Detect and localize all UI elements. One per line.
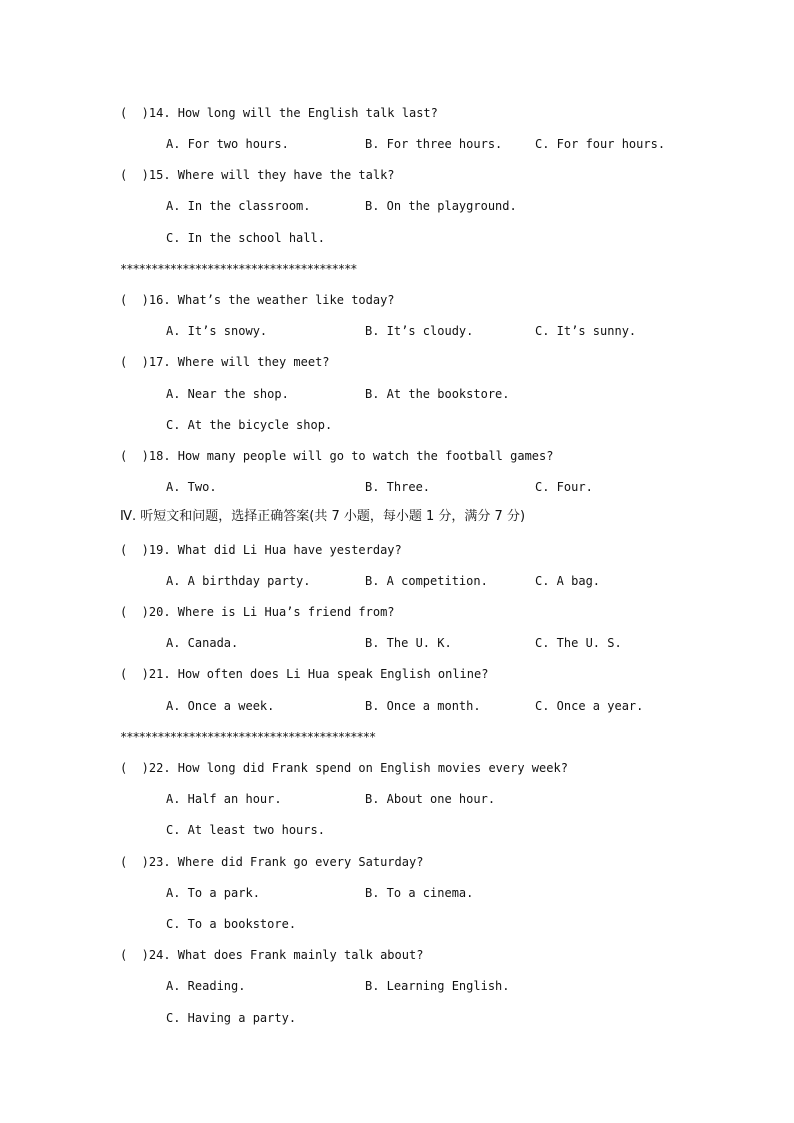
question-24-option-c: C. Having a party. xyxy=(166,1011,297,1025)
question-23-stem: ( )23. Where did Frank go every Saturday? xyxy=(120,855,424,869)
question-23-option-c: C. To a bookstore. xyxy=(166,917,297,931)
question-18-option-c: C. Four. xyxy=(535,480,593,494)
question-14-option-c: C. For four hours. xyxy=(535,137,666,151)
question-16-option-a: A. It’s snowy. xyxy=(166,324,268,338)
question-18-stem: ( )18. How many people will go to watch the football games? xyxy=(120,449,554,463)
question-19-option-a: A. A birthday party. xyxy=(166,574,311,588)
question-20-option-c: C. The U. S. xyxy=(535,636,622,650)
question-21-option-b: B. Once a month. xyxy=(365,699,481,713)
question-21-option-c: C. Once a year. xyxy=(535,699,644,713)
question-15-option-a: A. In the classroom. xyxy=(166,199,311,213)
question-21-option-a: A. Once a week. xyxy=(166,699,275,713)
question-14-stem: ( )14. How long will the English talk last? xyxy=(120,106,438,120)
question-15-option-b: B. On the playground. xyxy=(365,199,517,213)
question-22-option-c: C. At least two hours. xyxy=(166,823,325,837)
question-24-option-b: B. Learning English. xyxy=(365,979,510,993)
question-17-stem: ( )17. Where will they meet? xyxy=(120,355,330,369)
question-20-option-b: B. The U. K. xyxy=(365,636,452,650)
question-22-option-b: B. About one hour. xyxy=(365,792,496,806)
question-17-option-b: B. At the bookstore. xyxy=(365,387,510,401)
question-19-option-b: B. A competition. xyxy=(365,574,488,588)
question-22-stem: ( )22. How long did Frank spend on English movies every week? xyxy=(120,761,568,775)
question-15-stem: ( )15. Where will they have the talk? xyxy=(120,168,395,182)
question-16-stem: ( )16. What’s the weather like today? xyxy=(120,293,395,307)
question-24-option-a: A. Reading. xyxy=(166,979,246,993)
question-16-option-c: C. It’s sunny. xyxy=(535,324,637,338)
question-19-option-c: C. A bag. xyxy=(535,574,601,588)
question-14-option-b: B. For three hours. xyxy=(365,137,503,151)
question-19-stem: ( )19. What did Li Hua have yesterday? xyxy=(120,543,402,557)
section-heading: Ⅳ. 听短文和问题，选择正确答案(共 7 小题，每小题 1 分，满分 7 分) xyxy=(120,509,526,524)
question-17-option-a: A. Near the shop. xyxy=(166,387,289,401)
separator-stars: ***************************************** xyxy=(120,730,376,744)
question-24-stem: ( )24. What does Frank mainly talk about? xyxy=(120,948,424,962)
question-20-option-a: A. Canada. xyxy=(166,636,239,650)
question-21-stem: ( )21. How often does Li Hua speak English online? xyxy=(120,667,489,681)
question-15-option-c: C. In the school hall. xyxy=(166,231,325,245)
question-18-option-b: B. Three. xyxy=(365,480,431,494)
question-20-stem: ( )20. Where is Li Hua’s friend from? xyxy=(120,605,395,619)
question-23-option-a: A. To a park. xyxy=(166,886,260,900)
question-23-option-b: B. To a cinema. xyxy=(365,886,474,900)
question-22-option-a: A. Half an hour. xyxy=(166,792,282,806)
question-14-option-a: A. For two hours. xyxy=(166,137,289,151)
question-18-option-a: A. Two. xyxy=(166,480,217,494)
question-16-option-b: B. It’s cloudy. xyxy=(365,324,474,338)
separator-stars: ************************************** xyxy=(120,262,357,276)
question-17-option-c: C. At the bicycle shop. xyxy=(166,418,333,432)
